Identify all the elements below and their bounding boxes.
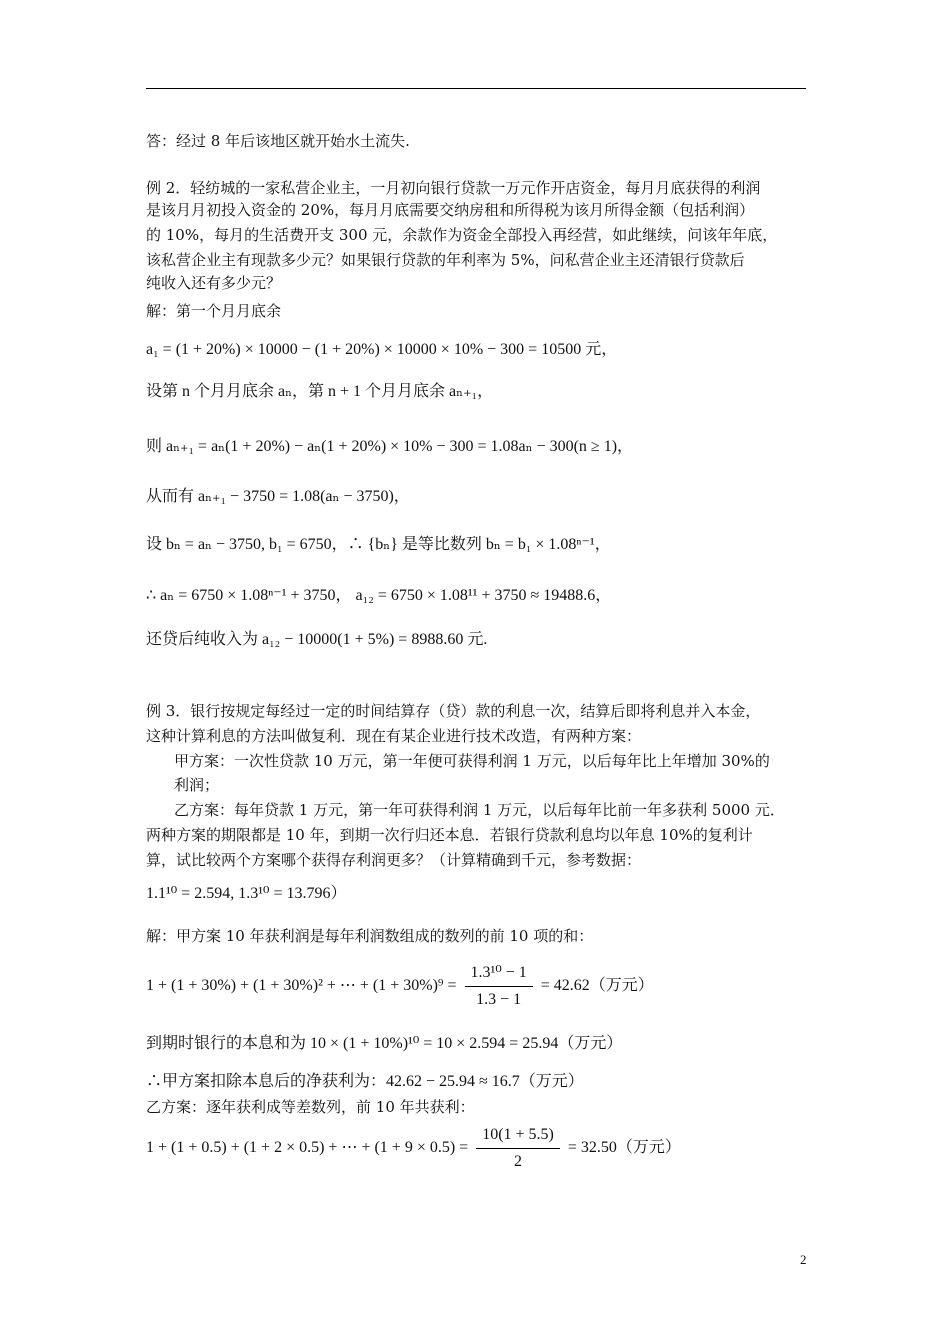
ex3-text-6: 两种方案的期限都是 10 年，到期一次行归还本息．若银行贷款利息均以年息 10%的复利计: [146, 826, 753, 844]
sum-b-numerator: 10(1 + 5.5): [476, 1124, 560, 1149]
sum-b-rhs: = 32.50（万元）: [567, 1139, 681, 1157]
ex3-plan-b: 乙方案：每年贷款 1 万元，第一年可获得利润 1 万元，以后每年比前一年多获利 5000 元．: [174, 801, 785, 819]
ex3-reference-data: 1.1¹⁰ = 2.594, 1.3¹⁰ = 13.796）: [146, 885, 347, 902]
sum-b-fraction: [476, 1124, 560, 1173]
sum-b-denominator: 2: [514, 1153, 523, 1170]
sum-a-rhs: = 42.62（万元）: [540, 977, 654, 995]
ex2-formula-a1: a₁ = (1 + 20%) × 10000 − (1 + 20%) × 10000 × 10% − 300 = 10500 元，: [146, 341, 618, 358]
ex3-text-7: 算，试比较两个方案哪个获得存利润更多？（计算精确到千元，参考数据：: [146, 851, 642, 869]
page-number: 2: [800, 1252, 807, 1267]
ex2-text-5: 纯收入还有多少元？: [146, 274, 282, 292]
header-rule: [146, 88, 806, 89]
ex2-formula-recurrence: 则 aₙ₊₁ = aₙ(1 + 20%) − aₙ(1 + 20%) × 10% − 300 = 1.08aₙ − 300(n ≥ 1)，: [146, 438, 634, 455]
ex3-formula-sum-b: [146, 1124, 681, 1173]
ex2-formula-bn: 设 bₙ = aₙ − 3750, b₁ = 6750，∴ {bₙ} 是等比数列 bₙ = b₁ × 1.08ⁿ⁻¹，: [146, 536, 611, 553]
ex2-text-1: 例 2．轻纺城的一家私营企业主，一月初向银行贷款一万元作开店资金，每月月底获得的利润: [146, 179, 761, 197]
ex3-plan-b-solution: 乙方案：逐年获利成等差数列，前 10 年共获利：: [146, 1098, 475, 1116]
ex3-text-2: 这种计算利息的方法叫做复利．现在有某企业进行技术改造，有两种方案：: [146, 727, 642, 745]
answer-line: 答：经过 8 年后该地区就开始水土流失.: [146, 132, 410, 150]
sum-a-denominator: 1.3 − 1: [476, 991, 522, 1008]
ex3-plan-a-cont: 利润；: [174, 776, 220, 794]
ex2-formula-an: ∴ aₙ = 6750 × 1.08ⁿ⁻¹ + 3750， a₁₂ = 6750 × 1.08¹¹ + 3750 ≈ 19488.6，: [146, 587, 612, 604]
sum-a-numerator: 1.3¹⁰ − 1: [465, 962, 533, 987]
sum-a-lhs: 1 + (1 + 30%) + (1 + 30%)² + ⋯ + (1 + 30%)⁹ =: [146, 977, 457, 995]
ex2-formula-shift: 从而有 aₙ₊₁ − 3750 = 1.08(aₙ − 3750)，: [146, 488, 410, 505]
ex2-solution-intro: 解：第一个月月底余: [146, 302, 282, 320]
ex3-formula-sum-a: [146, 962, 654, 1011]
ex3-text-1: 例 3．银行按规定每经过一定的时间结算存（贷）款的利息一次，结算后即将利息并入本金，: [146, 702, 761, 720]
ex2-text-2: 是该月月初投入资金的 20%，每月月底需要交纳房租和所得税为该月所得金额（包括利润）: [146, 201, 755, 219]
ex3-plan-a: 甲方案：一次性贷款 10 万元，第一年便可获得利润 1 万元，以后每年比上年增加 30%的: [174, 752, 770, 770]
ex2-text-3: 的 10%，每月的生活费开支 300 元，余款作为资金全部投入再经营，如此继续，问该年年底，: [146, 226, 778, 244]
ex2-formula-net: 还贷后纯收入为 a₁₂ − 10000(1 + 5%) = 8988.60 元.: [146, 631, 488, 648]
sum-a-fraction: [465, 962, 533, 1011]
ex3-formula-net-a: ∴甲方案扣除本息后的净获利为：42.62 − 25.94 ≈ 16.7（万元）: [146, 1073, 584, 1090]
sum-b-lhs: 1 + (1 + 0.5) + (1 + 2 × 0.5) + ⋯ + (1 + 9 × 0.5) =: [146, 1139, 469, 1157]
ex3-formula-bank: 到期时银行的本息和为 10 × (1 + 10%)¹⁰ = 10 × 2.594 = 25.94（万元）: [146, 1035, 623, 1052]
ex3-solution-intro: 解：甲方案 10 年获利润是每年利润数组成的数列的前 10 项的和：: [146, 927, 594, 945]
ex2-formula-define: 设第 n 个月月底余 aₙ，第 n + 1 个月月底余 aₙ₊₁，: [146, 383, 494, 400]
ex2-text-4: 该私营企业主有现款多少元？如果银行贷款的年利率为 5%，问私营企业主还清银行贷款后: [146, 251, 745, 269]
